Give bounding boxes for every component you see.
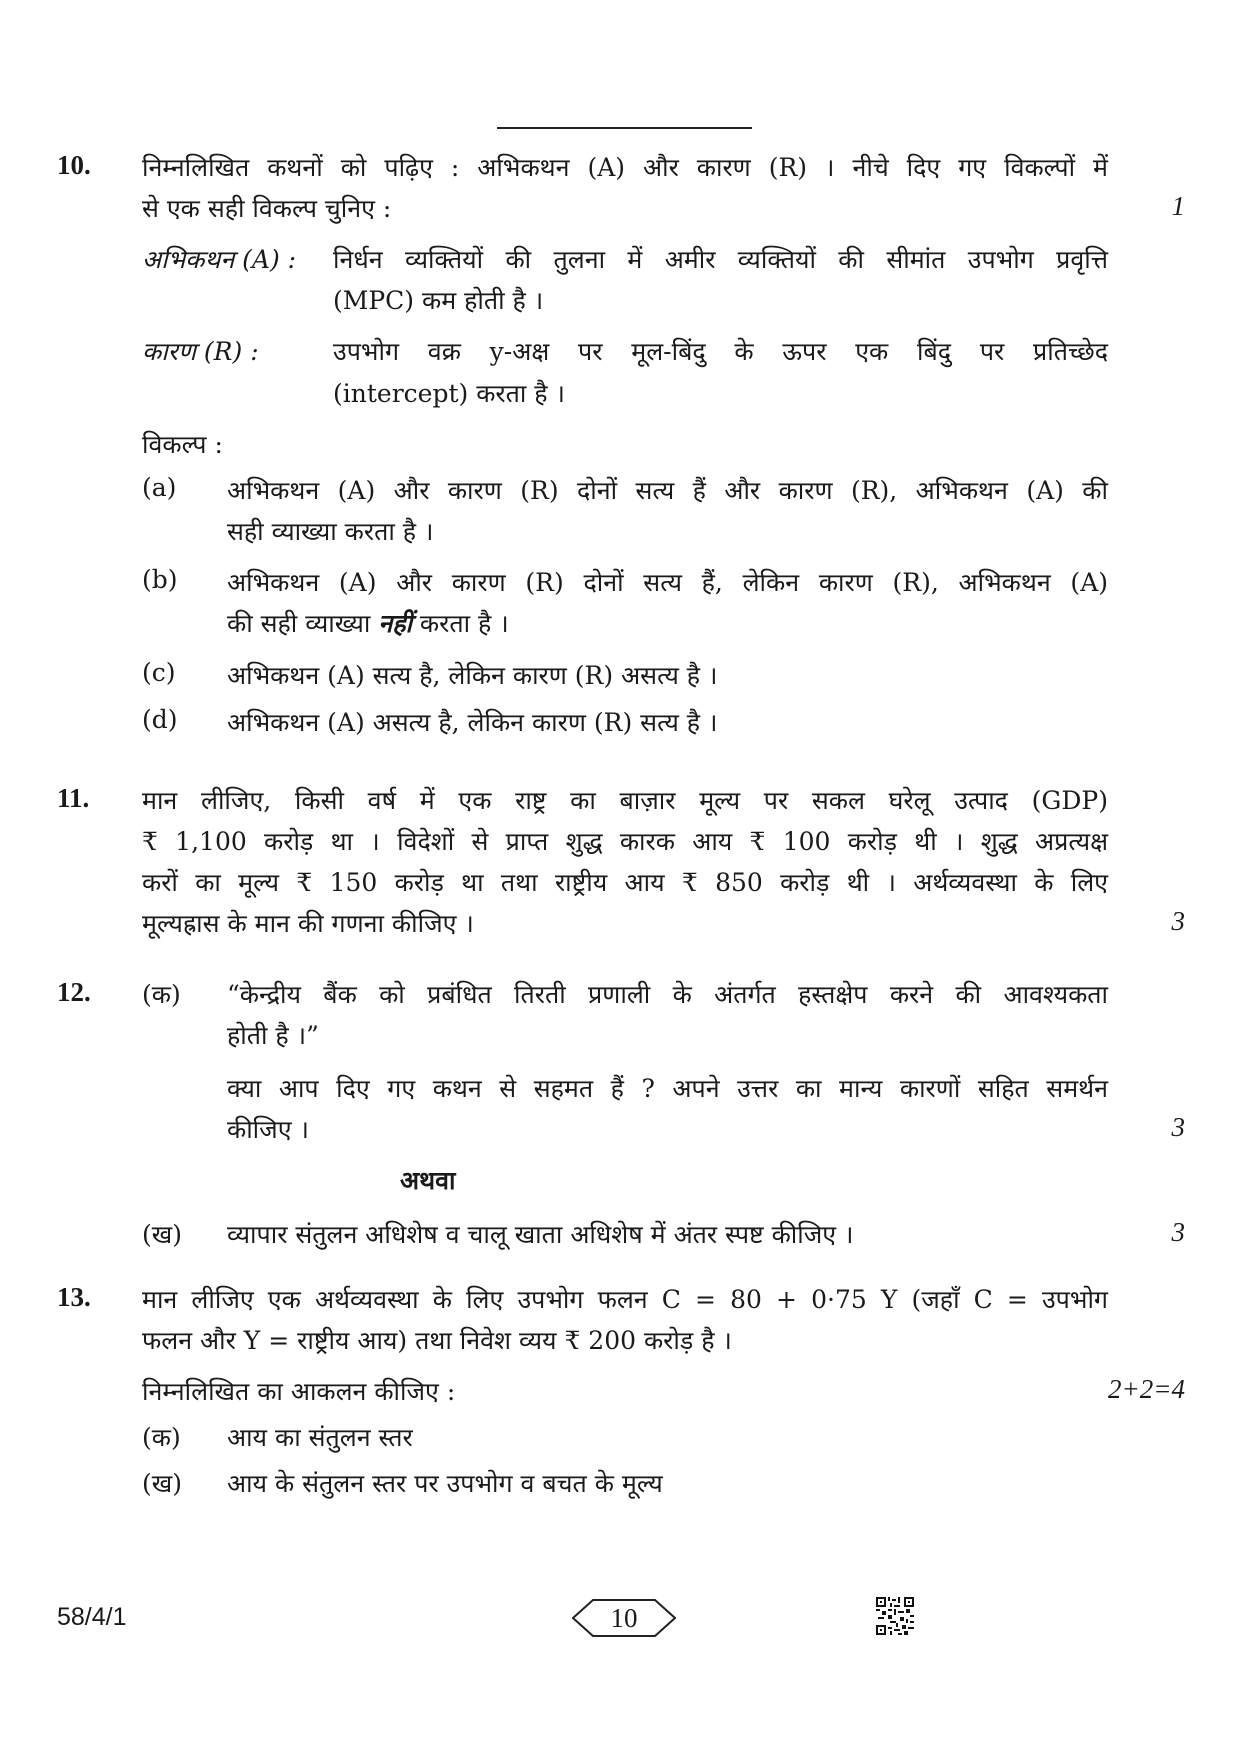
q13-kha-text: आय के संतुलन स्तर पर उपभोग व बचत के मूल्य: [227, 1469, 663, 1498]
q13-line1: मान लीजिए एक अर्थव्यवस्था के लिए उपभोग फलन C = 80 + 0·75 Y (जहाँ C = उपभोग: [142, 1285, 1108, 1314]
q10-option-d: अभिकथन (A) असत्य है, लेकिन कारण (R) सत्य है ।: [227, 708, 718, 737]
q10-intro-line1: निम्नलिखित कथनों को पढ़िए : अभिकथन (A) और कारण (R) । नीचे दिए गए विकल्पों में: [142, 153, 1108, 182]
q10-intro-line2: से एक सही विकल्प चुनिए :: [142, 194, 392, 223]
q12-ka-line3: क्या आप दिए गए कथन से सहमत हैं ? अपने उत्तर का मान्य कारणों सहित समर्थन: [227, 1074, 1108, 1103]
q13-line2: फलन और Y = राष्ट्रीय आय) तथा निवेश व्यय ₹ 200 करोड़ है ।: [142, 1326, 732, 1355]
q10-option-a-line1: अभिकथन (A) और कारण (R) दोनों सत्य हैं और कारण (R), अभिकथन (A) की: [227, 476, 1108, 505]
page-number: 10: [610, 1603, 638, 1633]
q10-reason-line2: (intercept) करता है ।: [333, 379, 565, 408]
q13-ka-label: (क): [142, 1423, 181, 1452]
q12-ka-marks: 3: [1171, 1112, 1185, 1142]
q12-or-label: अथवा: [400, 1166, 456, 1195]
q10-option-b-line1: अभिकथन (A) और कारण (R) दोनों सत्य हैं, लेकिन कारण (R), अभिकथन (A): [227, 568, 1108, 597]
q10-options-label: विकल्प :: [142, 430, 223, 459]
q10-option-b-line2: [227, 606, 509, 640]
q11-number: 11.: [57, 783, 90, 813]
q10-reason-line1: उपभोग वक्र y-अक्ष पर मूल-बिंदु के ऊपर एक बिंदु पर प्रतिच्छेद: [333, 337, 1108, 366]
q10-reason-label: कारण (R) :: [142, 337, 259, 366]
q10-option-b-line2-post: करता है ।: [419, 609, 509, 638]
q12-number: 12.: [57, 977, 91, 1007]
paper-code: 58/4/1: [57, 1603, 127, 1631]
q12-kha-text: व्यापार संतुलन अधिशेष व चालू खाता अधिशेष में अंतर स्पष्ट कीजिए ।: [227, 1220, 854, 1249]
q10-option-d-label: (d): [142, 705, 178, 734]
q10-option-c: अभिकथन (A) सत्य है, लेकिन कारण (R) असत्य है ।: [227, 661, 718, 690]
q11-marks: 3: [1171, 906, 1185, 936]
q11-line4: मूल्यह्रास के मान की गणना कीजिए ।: [142, 909, 474, 938]
q10-assertion-line1: निर्धन व्यक्तियों की तुलना में अमीर व्यक्तियों की सीमांत उपभोग प्रवृत्ति: [333, 245, 1108, 274]
q13-ka-text: आय का संतुलन स्तर: [227, 1423, 413, 1452]
q13-instruction: निम्नलिखित का आकलन कीजिए :: [142, 1377, 456, 1406]
q11-line2: ₹ 1,100 करोड़ था । विदेशों से प्राप्त शुद्ध कारक आय ₹ 100 करोड़ थी । शुद्ध अप्रत्यक्ष: [142, 827, 1108, 856]
q13-kha-label: (ख): [142, 1469, 182, 1498]
q12-ka-line1: “केन्द्रीय बैंक को प्रबंधित तिरती प्रणाली के अंतर्गत हस्तक्षेप करने की आवश्यकता: [227, 980, 1108, 1009]
q10-option-b-label: (b): [142, 565, 178, 594]
q11-line3: करों का मूल्य ₹ 150 करोड़ था तथा राष्ट्रीय आय ₹ 850 करोड़ थी । अर्थव्यवस्था के लिए: [142, 868, 1108, 897]
qr-code-icon: [876, 1597, 914, 1635]
top-divider: [497, 127, 752, 129]
q10-option-b-emphasis: नहीं: [378, 609, 412, 638]
q10-marks: 1: [1171, 191, 1185, 221]
q10-option-c-label: (c): [142, 658, 176, 687]
q12-ka-label: (क): [142, 980, 181, 1009]
q13-number: 13.: [57, 1282, 91, 1312]
q10-assertion-line2: (MPC) कम होती है ।: [333, 286, 544, 315]
q12-kha-marks: 3: [1171, 1217, 1185, 1247]
q10-number: 10.: [57, 150, 91, 180]
q10-option-a-label: (a): [142, 473, 177, 502]
q11-line1: मान लीजिए, किसी वर्ष में एक राष्ट्र का बाज़ार मूल्य पर सकल घरेलू उत्पाद (GDP): [142, 786, 1108, 815]
page-number-badge: [572, 1598, 676, 1638]
q10-assertion-label: अभिकथन (A) :: [142, 245, 297, 274]
q12-ka-line4: कीजिए ।: [227, 1115, 309, 1144]
q10-option-b-line2-pre: की सही व्याख्या: [227, 609, 371, 638]
q13-marks: 2+2=4: [1108, 1374, 1185, 1404]
q12-kha-label: (ख): [142, 1220, 182, 1249]
q12-ka-line2: होती है ।”: [227, 1021, 319, 1050]
q10-option-a-line2: सही व्याख्या करता है ।: [227, 517, 434, 546]
